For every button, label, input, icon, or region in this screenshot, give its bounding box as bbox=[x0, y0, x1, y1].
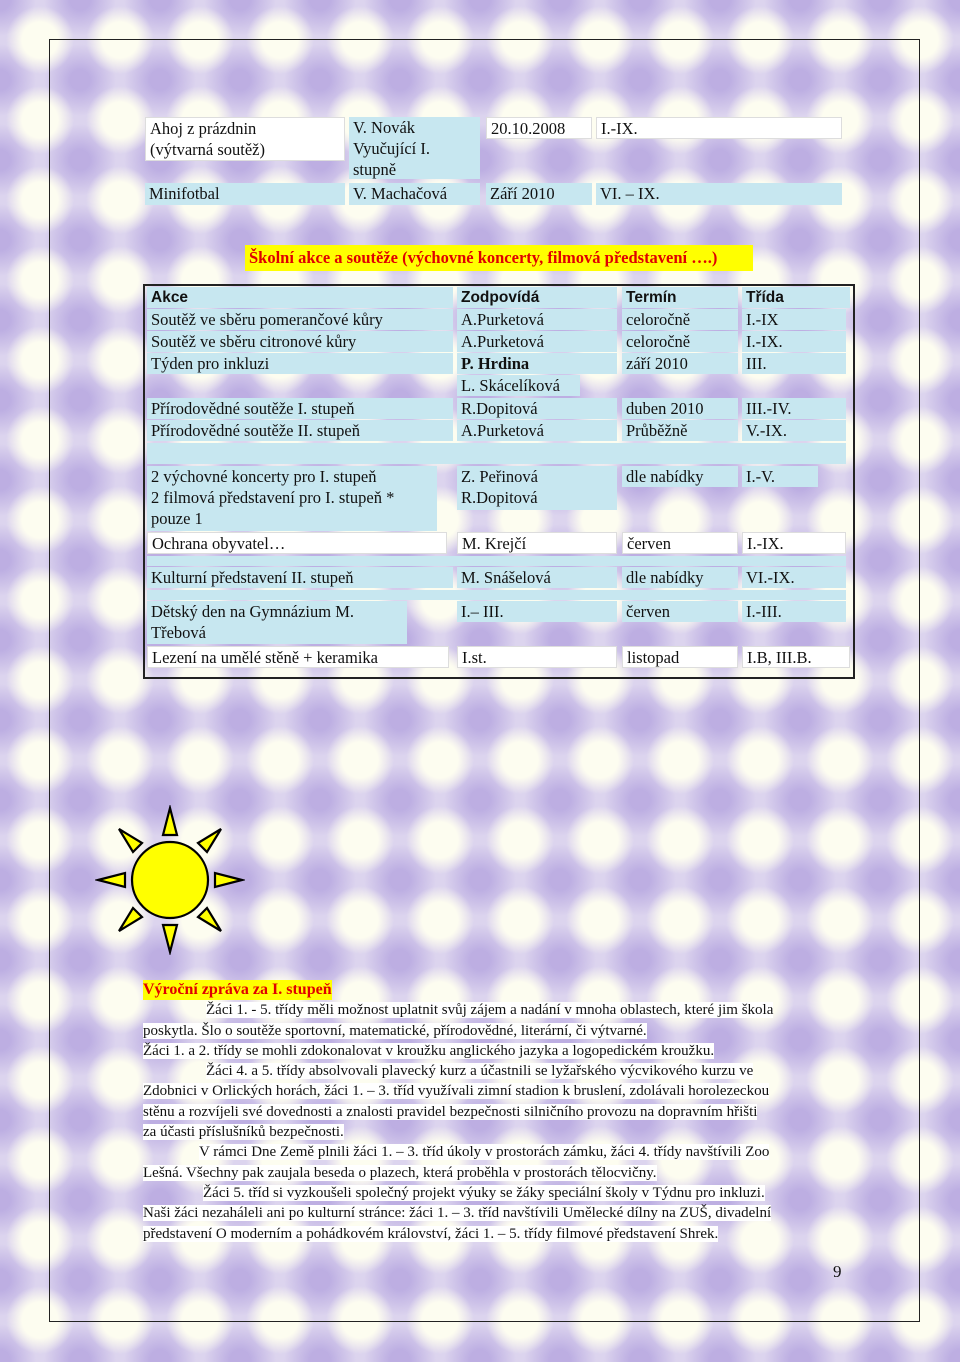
row-9-akce bbox=[147, 601, 407, 644]
row-9-akce-line1: Dětský den na Gymnázium M. bbox=[151, 602, 355, 621]
row-3-zodpovida: P. Hrdina bbox=[457, 353, 617, 374]
row-6-termin: dle nabídky bbox=[622, 466, 738, 487]
table-border-left bbox=[143, 284, 145, 679]
top-row-2-teacher: V. Machačová bbox=[349, 183, 480, 205]
row-9-termin: červen bbox=[622, 601, 738, 622]
row-3-zodpovida-2: L. Skácelíková bbox=[457, 375, 580, 396]
row-2-termin: celoročně bbox=[622, 331, 738, 352]
page-number: 9 bbox=[833, 1262, 842, 1281]
row-7-zodpovida: M. Krejčí bbox=[457, 532, 617, 554]
report-p5: Žáci 5. tříd si vyzkoušeli společný projekt výuky se žáky speciální školy v Týdnu pro inkluzi. bbox=[203, 1184, 765, 1201]
top-row-1-teacher-line2: Vyučující I. bbox=[353, 139, 430, 158]
row-4-termin: duben 2010 bbox=[622, 398, 738, 419]
row-4-trida: III.-IV. bbox=[742, 398, 846, 419]
row-10-termin: listopad bbox=[622, 646, 738, 668]
row-7-akce: Ochrana obyvatel… bbox=[147, 532, 447, 554]
report-p3-line4: za účasti příslušníků bezpečnosti. bbox=[143, 1124, 344, 1141]
row-7-termin: červen bbox=[622, 532, 738, 554]
top-row-1-class: I.-IX. bbox=[596, 117, 842, 139]
row-2-trida: I.-IX. bbox=[742, 331, 846, 352]
report-p2: Žáci 1. a 2. třídy se mohli zdokonalovat v kroužku anglického jazyka a logopedickém kroužku. bbox=[143, 1042, 715, 1059]
row-2-akce: Soutěž ve sběru citronové kůry bbox=[147, 331, 453, 352]
top-row-1-teacher-line3: stupně bbox=[353, 160, 397, 179]
row-1-trida: I.-IX bbox=[742, 309, 846, 330]
row-1-akce: Soutěž ve sběru pomerančové kůry bbox=[147, 309, 453, 330]
row-8-termin: dle nabídky bbox=[622, 567, 738, 588]
row-3-termin: září 2010 bbox=[622, 353, 738, 374]
row-9-akce-line2: Třebová bbox=[151, 623, 206, 642]
row-5-termin: Průběžně bbox=[622, 420, 738, 441]
top-row-1-event-line2: (výtvarná soutěž) bbox=[150, 140, 265, 159]
report-p3-line3: stěnu a rozvíjeli své dovednosti a znalosti pravidel bezpečnosti silničního provozu na dopravním hřišti bbox=[143, 1103, 758, 1120]
row-10-trida: I.B, III.B. bbox=[742, 646, 850, 668]
top-row-1-event-line1: Ahoj z prázdnin bbox=[150, 119, 257, 138]
top-row-2-class: VI. – IX. bbox=[596, 183, 842, 205]
header-zodpovida: Zodpovídá bbox=[457, 287, 617, 308]
table-border-bottom bbox=[143, 677, 855, 679]
row-10-zodpovida: I.st. bbox=[457, 646, 617, 668]
top-row-1-date: 20.10.2008 bbox=[486, 117, 592, 139]
top-row-1-teacher bbox=[349, 117, 480, 179]
row-7-trida: I.-IX. bbox=[742, 532, 846, 554]
table-border-right bbox=[853, 284, 855, 679]
row-4-akce: Přírodovědné soutěže I. stupeň bbox=[147, 398, 453, 419]
row-3-trida: III. bbox=[742, 353, 846, 374]
row-6-zodpovida-line2: R.Dopitová bbox=[461, 488, 538, 507]
report-p6-line2: představení O moderním a pohádkovém království, žáci 1. – 5. třídy filmové představení Shrek. bbox=[143, 1225, 719, 1242]
header-akce: Akce bbox=[147, 287, 453, 308]
row-1-termin: celoročně bbox=[622, 309, 738, 330]
top-row-1-event bbox=[145, 117, 345, 161]
row-6-akce-line2: 2 filmová představení pro I. stupeň * bbox=[151, 488, 395, 507]
row-9-zodpovida: I.– III. bbox=[457, 601, 617, 622]
row-5-zodpovida: A.Purketová bbox=[457, 420, 617, 441]
row-8-akce: Kulturní představení II. stupeň bbox=[147, 567, 453, 588]
header-trida: Třída bbox=[742, 287, 850, 308]
report-heading: Výroční zpráva za I. stupeň bbox=[143, 980, 332, 1000]
row-9-trida: I.-III. bbox=[742, 601, 846, 622]
spacer-row-3 bbox=[147, 590, 846, 600]
table-border-top bbox=[143, 284, 855, 286]
report-p3-line1: Žáci 4. a 5. třídy absolvovali plavecký kurz a účastnili se lyžařského výcvikového kurzu ve bbox=[206, 1063, 754, 1080]
top-row-1-teacher-line1: V. Novák bbox=[353, 118, 416, 137]
row-5-trida: V.-IX. bbox=[742, 420, 846, 441]
report-p1-line1: Žáci 1. - 5. třídy měli možnost uplatnit svůj zájem a nadání v mnoha oblastech, které jim škola bbox=[206, 1002, 774, 1019]
row-6-akce-line3: pouze 1 bbox=[151, 509, 203, 528]
annual-report bbox=[143, 980, 853, 1244]
spacer-row-1 bbox=[147, 443, 846, 464]
report-p3-line2: Zdobnici v Orlických horách, žáci 1. – 3. tříd využívali zimní stadion k bruslení, zdolávali horolezeckou bbox=[143, 1083, 770, 1100]
row-5-akce: Přírodovědné soutěže II. stupeň bbox=[147, 420, 453, 441]
row-3-akce: Týden pro inkluzi bbox=[147, 353, 453, 374]
row-6-zodpovida bbox=[457, 466, 617, 510]
report-p4-line2: Lešná. Všechny pak zaujala beseda o plazech, která proběhla v prostorách tělocvičny. bbox=[143, 1164, 657, 1181]
report-p1-line2: poskytla. Šlo o soutěže sportovní, matematické, přírodovědné, literární, či výtvarné. bbox=[143, 1022, 647, 1039]
header-termin: Termín bbox=[622, 287, 738, 308]
row-1-zodpovida: A.Purketová bbox=[457, 309, 617, 330]
row-6-akce-line1: 2 výchovné koncerty pro I. stupeň bbox=[151, 467, 377, 486]
row-8-trida: VI.-IX. bbox=[742, 567, 846, 588]
row-8-zodpovida: M. Snášelová bbox=[457, 567, 617, 588]
row-6-zodpovida-line1: Z. Peřinová bbox=[461, 467, 538, 486]
row-6-akce bbox=[147, 466, 437, 531]
row-6-trida: I.-V. bbox=[742, 466, 818, 487]
row-2-zodpovida: A.Purketová bbox=[457, 331, 617, 352]
sun-icon bbox=[95, 805, 245, 955]
report-p4-line1: V rámci Dne Země plnili žáci 1. – 3. tříd úkoly v prostorách zámku, žáci 4. třídy navštívili Zoo bbox=[199, 1144, 770, 1161]
row-4-zodpovida: R.Dopitová bbox=[457, 398, 617, 419]
report-p6-line1: Naši žáci nezaháleli ani po kulturní stránce: žáci 1. – 3. tříd navštívili Umělecké dílny na ZUŠ, divadelní bbox=[143, 1205, 772, 1222]
top-row-2-event: Minifotbal bbox=[145, 183, 345, 205]
top-row-2-date: Září 2010 bbox=[486, 183, 592, 205]
section-title: Školní akce a soutěže (výchovné koncerty, filmová představení ….) bbox=[245, 245, 753, 271]
row-10-akce: Lezení na umělé stěně + keramika bbox=[147, 646, 449, 668]
spacer-row-2 bbox=[147, 556, 846, 566]
